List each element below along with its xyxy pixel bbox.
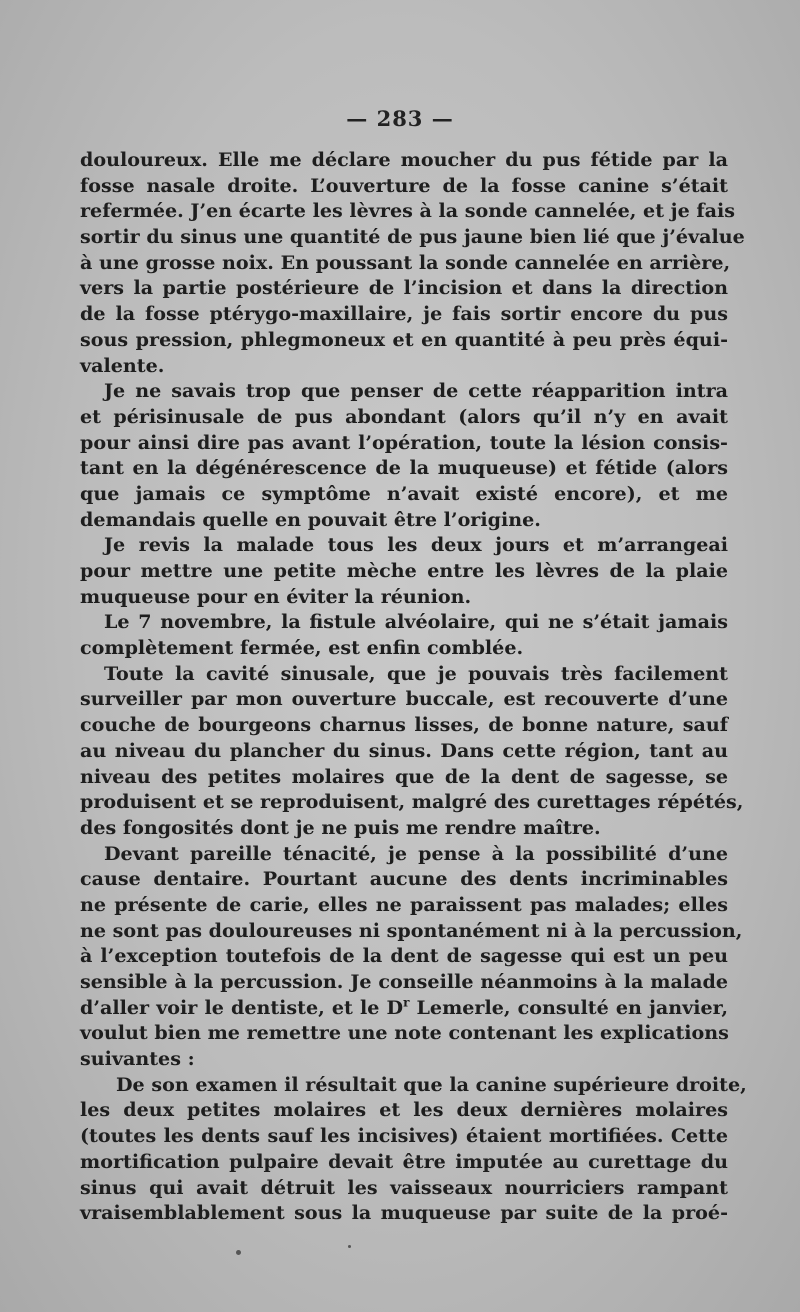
text-line: (toutes les dents sauf les incisives) étaient mortifiées. Cette: [80, 1124, 728, 1148]
text-line: à l’exception toutefois de la dent de sagesse qui est un peu: [80, 944, 728, 968]
text-line: De son examen il résultait que la canine supérieure droite,: [116, 1072, 747, 1096]
text-line: au niveau du plancher du sinus. Dans cette région, tant au: [80, 738, 728, 762]
text-line: Toute la cavité sinusale, que je pouvais très facilement: [104, 661, 728, 685]
text-line: des fongosités dont je ne puis me rendre maître.: [80, 815, 601, 839]
text-line: couche de bourgeons charnus lisses, de bonne nature, sauf: [80, 713, 728, 737]
text-line: douloureux. Elle me déclare moucher du pus fétide par la: [80, 148, 728, 171]
superscript: r: [403, 995, 410, 1010]
text-line: Devant pareille ténacité, je pense à la possibilité d’une: [104, 841, 728, 865]
text-line: et périsinusale de pus abondant (alors qu’il n’y en avait: [80, 404, 728, 428]
text-line: fosse nasale droite. L’ouverture de la fosse canine s’était: [80, 173, 728, 197]
text-line: sensible à la percussion. Je conseille néanmoins à la malade: [80, 970, 728, 993]
text-line: les deux petites molaires et les deux dernières molaires: [80, 1098, 728, 1122]
body-text: [80, 147, 747, 1226]
text-line: suivantes :: [80, 1047, 195, 1071]
text-line: ne présente de carie, elles ne paraissent pas malades; elles: [80, 892, 728, 916]
text-line: complètement fermée, est enfin comblée.: [80, 636, 524, 660]
text-line: refermée. J’en écarte les lèvres à la sonde cannelée, et je fais: [80, 199, 735, 223]
text-line: que jamais ce symptôme n’avait existé encore), et me: [80, 481, 728, 505]
text-line: vraisemblablement sous la muqueuse par suite de la proé-: [80, 1201, 728, 1225]
text-line: Je ne savais trop que penser de cette réapparition intra: [104, 379, 728, 403]
print-speck: [236, 1250, 241, 1255]
text-line: mortification pulpaire devait être imputée au curettage du: [80, 1149, 728, 1173]
text-segment: Lemerle, consulté en janvier,: [409, 995, 728, 1019]
text-line: produisent et se reproduisent, malgré des curettages répétés,: [80, 790, 744, 814]
text-line: [80, 995, 728, 1021]
text-line: ne sont pas douloureuses ni spontanément ni à la percussion,: [80, 918, 743, 942]
text-line: niveau des petites molaires que de la dent de sagesse, se: [80, 764, 728, 788]
text-line: sortir du sinus une quantité de pus jaune bien lié que j’évalue: [80, 225, 745, 249]
text-line: Le 7 novembre, la fistule alvéolaire, qui ne s’était jamais: [104, 610, 728, 634]
text-segment: d’aller voir le dentiste, et le D: [80, 995, 404, 1019]
text-line: tant en la dégénérescence de la muqueuse) et fétide (alors: [80, 456, 728, 480]
text-line: pour mettre une petite mèche entre les lèvres de la plaie: [80, 559, 728, 582]
text-line: cause dentaire. Pourtant aucune des dents incriminables: [80, 867, 728, 891]
text-line: muqueuse pour en éviter la réunion.: [80, 584, 472, 608]
text-line: sinus qui avait détruit les vaisseaux nourriciers rampant: [80, 1175, 728, 1199]
text-line: sous pression, phlegmoneux et en quantité à peu près équi-: [80, 327, 728, 351]
text-line: à une grosse noix. En poussant la sonde cannelée en arrière,: [80, 250, 731, 274]
text-line: de la fosse ptérygo-maxillaire, je fais sortir encore du pus: [80, 302, 728, 326]
text-line: surveiller par mon ouverture buccale, est recouverte d’une: [80, 687, 728, 711]
text-line: Je revis la malade tous les deux jours et m’arrangeai: [104, 533, 728, 557]
text-line: voulut bien me remettre une note contenant les explications: [80, 1021, 729, 1045]
text-line: demandais quelle en pouvait être l’origine.: [80, 507, 541, 531]
text-line: vers la partie postérieure de l’incision et dans la direction: [80, 276, 728, 300]
print-speck: [348, 1245, 351, 1248]
text-line: pour ainsi dire pas avant l’opération, toute la lésion consis-: [80, 430, 728, 454]
text-line: valente.: [80, 353, 165, 377]
page-number: — 283 —: [346, 106, 454, 131]
